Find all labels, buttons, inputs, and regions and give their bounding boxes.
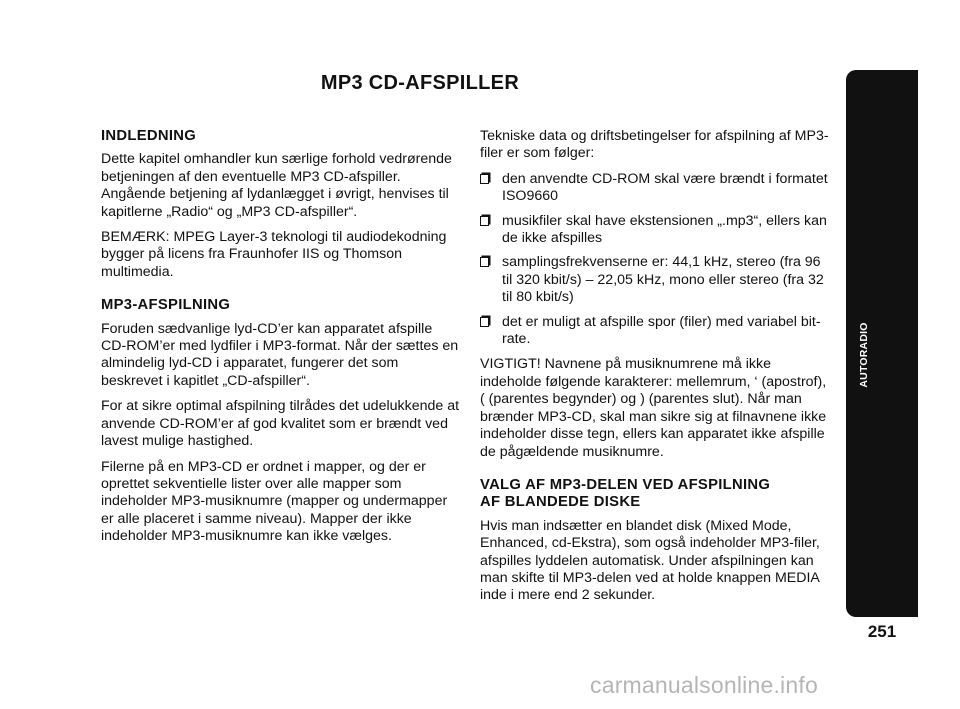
list-item: musikfiler skal have ekstensionen „.mp3“, ellers kan de ikke afspilles: [480, 213, 832, 248]
intro-heading: INDLEDNING: [101, 128, 197, 144]
select-heading: [480, 477, 832, 512]
checkbox-bullet-icon: [480, 174, 489, 184]
list-item: det er muligt at afspille spor (filer) med variabel bit-rate.: [480, 314, 832, 349]
mp3-heading: MP3-AFSPILNING: [101, 297, 231, 314]
page-number: 251: [867, 622, 897, 641]
select-heading-line-1: VALG AF MP3-DELEN VED AFSPILNING: [480, 476, 771, 493]
checkbox-bullet-icon: [480, 216, 489, 226]
page-title: MP3 CD-AFSPILLER: [320, 72, 520, 94]
left-column: [101, 128, 461, 554]
select-paragraph: Hvis man indsætter en blandet disk (Mixed Mode, Enhanced, cd-Ekstra), som også indeholder MP3-filer, afspilles lyddelen automatisk. Under afspilningen kan man skifte til MP3-delen ved at holde knappen MEDIA inde i mere end 2 sekunder.: [480, 517, 820, 604]
list-item: samplingsfrekvenserne er: 44,1 kHz, stereo (fra 96 til 320 kbit/s) – 22,05 kHz, mono eller stereo (fra 32 til 80 kbit/s): [480, 254, 832, 306]
mp3-paragraph-1: Foruden sædvanlige lyd-CD’er kan apparatet afspille CD-ROM’er med lydfiler i MP3-format. Når der sættes en almindelig lyd-CD i apparatet, fungerer det som beskrevet i kapitlet „CD-afspiller“.: [101, 320, 459, 389]
mp3-paragraph-3: Filerne på en MP3-CD er ordnet i mapper, og der er oprettet sekventielle lister over alle mapper som indeholder MP3-musiknumre (mapper og undermapper er alle placeret i samme niveau). Mapper der ikke indeholder MP3-musiknumre kan ikke vælges.: [101, 458, 448, 545]
tech-list: [480, 171, 832, 349]
intro-paragraph-1: Dette kapitel omhandler kun særlige forhold vedrørende betjeningen af den eventuelle MP3 CD-afspiller. Angående betjening af lydanlægget i øvrigt, henvises til kapitlerne „Radio“ og „MP3 CD-afspiller“.: [101, 151, 452, 220]
list-item: den anvendte CD-ROM skal være brændt i formatet ISO9660: [480, 171, 832, 206]
watermark: carmanualsonline.info: [590, 672, 818, 698]
important-note: VIGTIGT! Navnene på musiknumrene må ikke indeholde følgende karakterer: mellemrum, ‘ (apostrof), ( (parentes begynder) og ) (parentes slut). Når man brænder MP3-CD, skal man sikre sig at filnavnene ikke indeholder disse tegn, ellers kan apparatet ikke afspille de pågældende musiknumre.: [480, 356, 827, 460]
checkbox-bullet-icon: [480, 317, 489, 327]
tech-intro: Tekniske data og driftsbetingelser for afspilning af MP3-filer er som følger:: [480, 128, 829, 162]
checkbox-bullet-icon: [480, 257, 489, 267]
right-column: [480, 128, 832, 613]
section-side-tab: [846, 70, 918, 617]
mp3-paragraph-2: For at sikre optimal afspilning tilrådes det udelukkende at anvende CD-ROM’er af god kvalitet som er brændt ved lavest mulige hastighed.: [101, 398, 460, 450]
intro-paragraph-2: BEMÆRK: MPEG Layer-3 teknologi til audiodekodning bygger på licens fra Fraunhofer IIS og Thomson multimedia.: [101, 229, 447, 280]
select-heading-line-2: AF BLANDEDE DISKE: [480, 494, 641, 511]
